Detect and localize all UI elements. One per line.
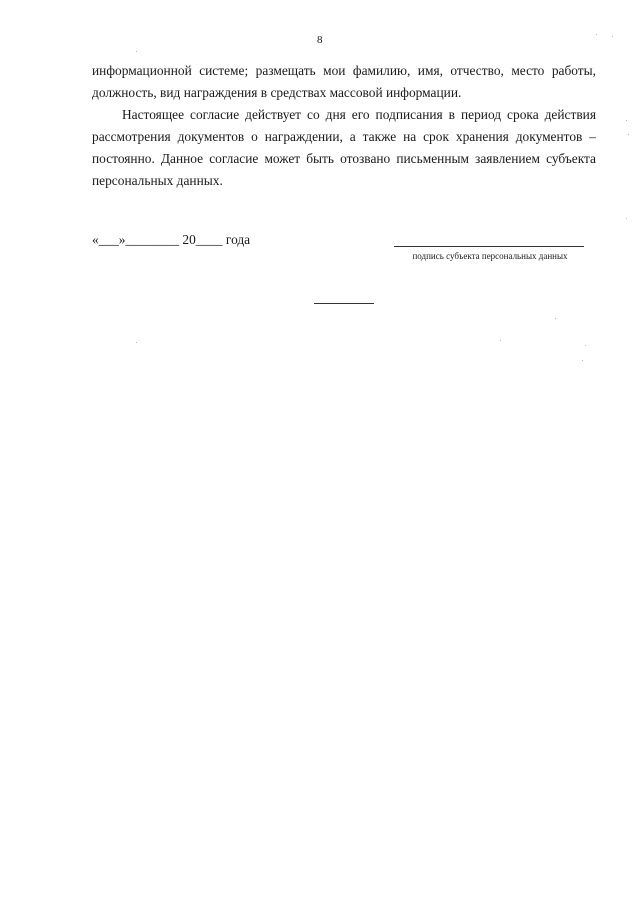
scan-speck xyxy=(136,342,137,343)
scan-speck xyxy=(500,340,501,341)
date-field: «___»________ 20____ года xyxy=(92,232,251,247)
signature-line xyxy=(394,246,584,247)
scan-speck xyxy=(582,360,583,361)
scan-speck xyxy=(585,345,586,346)
signature-block xyxy=(392,246,588,261)
signature-caption: подпись субъекта персональных данных xyxy=(412,251,568,261)
page-number: 8 xyxy=(317,34,323,46)
scan-speck xyxy=(555,318,556,319)
paragraph-consent: Настоящее согласие действует со дня его подписания в период срока действия рассмотрения документов о награждении, а также на срок хранения документов – постоянно. Данное согласие может быть отозвано письменным заявлением субъекта персональных данных. xyxy=(92,107,596,188)
scan-speck xyxy=(596,34,597,35)
scan-speck xyxy=(136,51,137,52)
paragraph-continuation: информационной системе; размещать мои фамилию, имя, отчество, место работы, должность, вид награждения в средствах массовой информации. xyxy=(92,63,596,100)
body-text xyxy=(92,60,596,192)
end-of-document-rule xyxy=(314,303,374,304)
scan-speck xyxy=(626,120,627,121)
scan-speck xyxy=(612,36,613,37)
scan-speck xyxy=(628,134,629,135)
scan-speck xyxy=(626,218,627,219)
